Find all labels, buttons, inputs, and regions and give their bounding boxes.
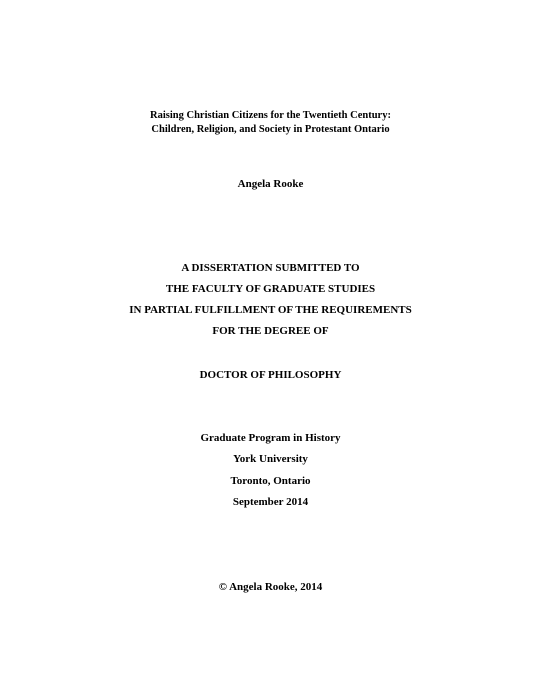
submission-date: September 2014 (232, 496, 309, 508)
university-name: York University (233, 453, 308, 465)
degree-name: DOCTOR OF PHILOSOPHY (199, 369, 342, 381)
program-name: Graduate Program in History (200, 432, 341, 444)
copyright-notice: © Angela Rooke, 2014 (218, 581, 323, 593)
author-name: Angela Rooke (237, 178, 304, 190)
location: Toronto, Ontario (230, 475, 311, 487)
submission-line-1: A DISSERTATION SUBMITTED TO (181, 262, 360, 274)
submission-line-4: FOR THE DEGREE OF (212, 325, 329, 337)
dissertation-title-line-1: Raising Christian Citizens for the Twentieth Century: (150, 110, 391, 121)
submission-line-3: IN PARTIAL FULFILLMENT OF THE REQUIREMENTS (129, 304, 412, 316)
submission-line-2: THE FACULTY OF GRADUATE STUDIES (165, 283, 376, 295)
dissertation-title-line-2: Children, Religion, and Society in Protestant Ontario (151, 124, 390, 135)
